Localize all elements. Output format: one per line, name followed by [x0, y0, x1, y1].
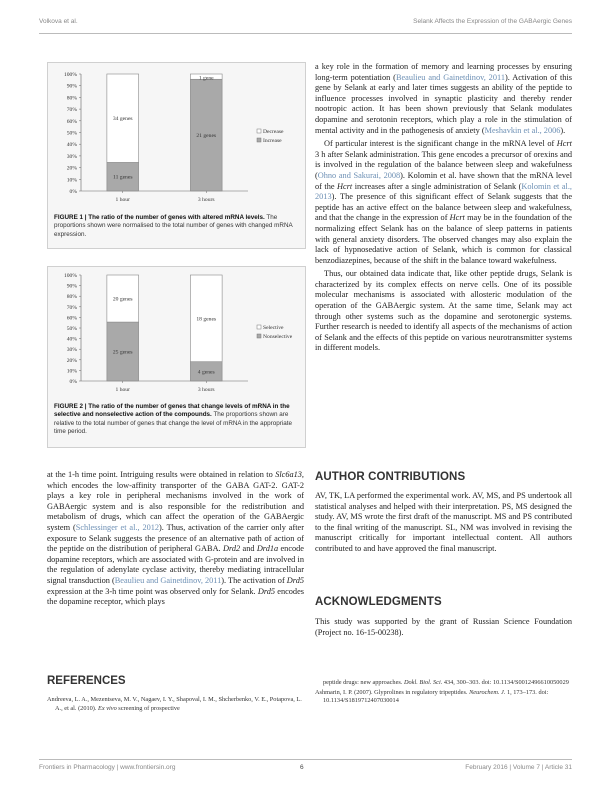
text-run: Andreeva, L. A., Mezentseva, M. V., Nagaev, I. Y., Shapoval, I. M., Shcherbenko, V. E., Potapova, L. A., et al. (2010). [47, 696, 302, 712]
paragraph [315, 139, 572, 266]
y-tick-label: 10% [66, 177, 77, 184]
references-list-left [47, 696, 304, 714]
y-tick-label: 10% [66, 368, 77, 375]
y-tick-label: 40% [66, 336, 77, 343]
discussion-text [315, 62, 572, 354]
italic-term: Drd1a [256, 544, 279, 554]
y-tick-label: 90% [66, 283, 77, 290]
text-run: at the 1-h time point. Intriguing results were obtained in relation to [47, 470, 276, 479]
bar-data-label: 20 genes [112, 296, 133, 303]
y-tick-label: 0% [69, 379, 77, 385]
legend-label: Nonselective [263, 334, 293, 340]
figure-1-caption-text: The proportions shown were normalised to the total number of genes with changed mRNA expression. [54, 214, 293, 238]
y-tick-label: 0% [69, 189, 77, 195]
header-rule [39, 33, 572, 34]
text-run: encodes the dopamine receptor, which plays [47, 586, 304, 607]
figure-2-caption [54, 403, 301, 437]
text-run: screening of prospective [116, 704, 180, 712]
paragraph [315, 269, 572, 354]
bar-data-label: 21 genes [196, 133, 217, 140]
citation-link[interactable]: Ohno and Sakurai, 2008 [317, 170, 401, 180]
y-tick-label: 50% [66, 130, 77, 137]
y-tick-label: 20% [66, 357, 77, 364]
y-tick-label: 70% [66, 304, 77, 311]
bar-data-label: 11 genes [112, 174, 133, 181]
y-tick-label: 20% [66, 165, 77, 172]
figure-1-caption [54, 214, 301, 239]
footer-issue: February 2016 | Volume 7 | Article 31 [465, 764, 572, 771]
y-tick-label: 100% [63, 273, 77, 279]
x-tick-label: 1 hour [115, 197, 130, 203]
text-run: ). The presence of this significant effect of Selank suggests that the peptide has an active effect on the balance between sleep and wakefulness, and that the change in the expression of [315, 192, 572, 223]
text-run: expression at the 3-h time point was observed only for Selank. [47, 586, 258, 596]
figure-2 [47, 266, 306, 448]
author-contributions-text [315, 491, 572, 555]
text-run: ). [560, 125, 566, 135]
citation-link[interactable]: Beaulieu and Gainetdinov, 2011 [114, 575, 222, 585]
legend-swatch [257, 138, 261, 142]
italic-term: Ex vivo [98, 704, 117, 712]
footer-journal: Frontiers in Pharmacology | www.frontiersin.org [39, 764, 176, 771]
italic-term: Drd5 [257, 586, 276, 596]
section-heading-author-contributions: AUTHOR CONTRIBUTIONS [315, 471, 466, 483]
text-run: ). Kolomin et al. have shown that the mRNA level of the [315, 170, 572, 191]
reference-item [47, 696, 304, 713]
y-tick-label: 60% [66, 118, 77, 125]
text-run: increases after a single administration of Selank ( [352, 181, 522, 191]
y-tick-label: 70% [66, 107, 77, 114]
text-run: Of particular interest is the significant change in the mRNA level of [324, 139, 557, 149]
bar-data-label: 18 genes [196, 316, 217, 323]
bar-data-label: 4 genes [197, 369, 215, 376]
y-tick-label: 40% [66, 142, 77, 149]
references-list-right [315, 679, 572, 707]
x-tick-label: 1 hour [115, 387, 130, 393]
bar-data-label: 34 genes [112, 116, 133, 123]
section-heading-acknowledgments: ACKNOWLEDGMENTS [315, 596, 442, 608]
figure-2-caption-label: FIGURE 2 | The ratio of the number of genes that change levels of mRNA in the selective and nonselective action of the compounds. [54, 403, 290, 419]
text-run: Ashmarin, I. P. (2007). Glyprolines in regulatory tripeptides. [315, 688, 470, 696]
text-run: peptide drugs: new approaches. [323, 679, 404, 686]
acknowledgments-text [315, 617, 572, 638]
text-run: ). The activation of [221, 575, 287, 585]
figure-1-caption-label: FIGURE 1 | The ratio of the number of genes with altered mRNA levels. [54, 214, 265, 221]
y-tick-label: 30% [66, 153, 77, 160]
text-run: Thus, our obtained data indicate that, like other peptide drugs, Selank is characterized by its complex effects on nerve cells. One of its possible molecular mechanisms is associated with allosteric modulation of the operation of the GABAergic system. At the same time, Selank may act through other systems such as the dopamine and serotonergic systems. Further research is needed to identify all aspects of the mechanisms of action of Selank and the effects of this peptide on various neurotransmitter systems in different models. [315, 269, 572, 353]
italic-term: Hcrt [337, 181, 353, 191]
citation-link[interactable]: Beaulieu and Gainetdinov, 2011 [395, 72, 505, 82]
figure-1 [47, 62, 306, 249]
text-run: , which encodes the low-affinity transporter of the GABA GAT-2. GAT-2 plays a key role in peripheral mechanisms involved in the work of GABAergic system and is also responsible for the redistribution and metabolism of drugs, which can affect the operation of the GABAergic system ( [47, 470, 304, 532]
x-tick-label: 3 hours [197, 387, 215, 393]
reference-item [315, 679, 572, 688]
citation-link[interactable]: Kolomin et al., 2013 [315, 181, 572, 202]
text-run: a key role in the formation of memory and learning processes by ensuring long-term potentiation ( [315, 62, 572, 82]
y-tick-label: 60% [66, 315, 77, 322]
footer-page-number: 6 [300, 764, 304, 771]
text-run: ). Thus, activation of the carrier only after exposure to Selank suggests the presence of an alternative path of action of the peptide on the distribution of peripheral GABA. [47, 522, 304, 554]
legend-label: Increase [263, 138, 282, 144]
footer-rule [39, 759, 572, 760]
results-text [47, 470, 304, 608]
bar-data-label: 1 gene [198, 75, 214, 82]
italic-term: Dokl. Biol. Sci. [403, 679, 443, 686]
text-run: ). Activation of this gene by Selank at early and later times suggests an ability of the peptide to influence processes involved in synaptic plasticity and thereby render nootropic action. It has been shown previously that Selank modulates dopamine and serotonin receptors, which play a role in the stimulation of mental activity and in the pathogenesis of anxiety ( [315, 72, 572, 135]
text-run: 434, 300–303. doi: 10.1134/S0012496610050029 [442, 679, 569, 686]
italic-term: Neurochem. J. [469, 688, 506, 696]
paragraph: This study was supported by the grant of Russian Science Foundation (Project no. 16-15-00238). [315, 617, 572, 637]
citation-link[interactable]: Meshavkin et al., 2006 [484, 125, 561, 135]
text-run: encode dopamine receptors, which are associated with G-protein and are involved in the regulation of adenylate cyclase activity, thereby mediating intracellular signal transduction ( [47, 544, 304, 585]
running-header-title: Selank Affects the Expression of the GABAergic Genes [413, 18, 572, 25]
text-run: 3 h after Selank administration. This gene encodes a precursor of orexins and is involved in the regulation of the balance between sleep and wakefulness ( [315, 149, 572, 180]
text-run: 1, 173–173. doi: 10.1134/S1819712407030014 [323, 688, 549, 705]
figure-2-caption-text: The proportions shown are relative to the total number of genes that change the level of mRNA in the appropriate time period. [54, 411, 293, 436]
legend-label: Selective [263, 325, 284, 331]
legend-label: Decrease [263, 129, 284, 135]
references-heading: REFERENCES [47, 675, 126, 687]
paragraph [47, 470, 304, 608]
figure-2-chart [48, 267, 305, 401]
y-tick-label: 30% [66, 347, 77, 354]
italic-term: Hcrt [449, 213, 465, 223]
text-run: may be in the foundation of the normalizing effect Selank has on the balance of sleep patterns in patients with general anxiety disorders. The observed changes may also explain the lack of hypnosedative action of Selank, which is common for classical benzodiazepines, because of the shift in the balance toward wakefulness. [315, 213, 572, 265]
reference-item [315, 689, 572, 706]
y-tick-label: 80% [66, 294, 77, 301]
figure-1-chart [48, 63, 305, 213]
italic-term: Drd5 [286, 575, 305, 585]
running-header-authors: Volkova et al. [39, 18, 78, 25]
text-run: and [240, 544, 257, 554]
x-tick-label: 3 hours [197, 197, 215, 203]
legend-swatch [257, 129, 261, 133]
y-tick-label: 80% [66, 95, 77, 102]
bar-data-label: 25 genes [112, 349, 133, 356]
legend-swatch [257, 334, 261, 338]
paragraph [315, 62, 572, 136]
italic-term: Drd2 [222, 544, 241, 554]
y-tick-label: 100% [63, 72, 77, 78]
legend-swatch [257, 325, 261, 329]
italic-term: Slc6a13 [275, 470, 302, 479]
citation-link[interactable]: Schlessinger et al., 2012 [75, 522, 160, 532]
y-tick-label: 90% [66, 83, 77, 90]
italic-term: Hcrt [556, 139, 572, 149]
y-tick-label: 50% [66, 326, 77, 332]
paragraph: AV, TK, LA performed the experimental work. AV, MS, and PS undertook all statistical analyses and helped with their interpretation. PS, MS designed the study. AV, MS wrote the first draft of the manuscript. MS and PS contributed to the final writing of the manuscript. SL, NM was involved in revising the manuscript critically for important intellectual content. All authors contributed to and have approved the final manuscript. [315, 491, 572, 553]
